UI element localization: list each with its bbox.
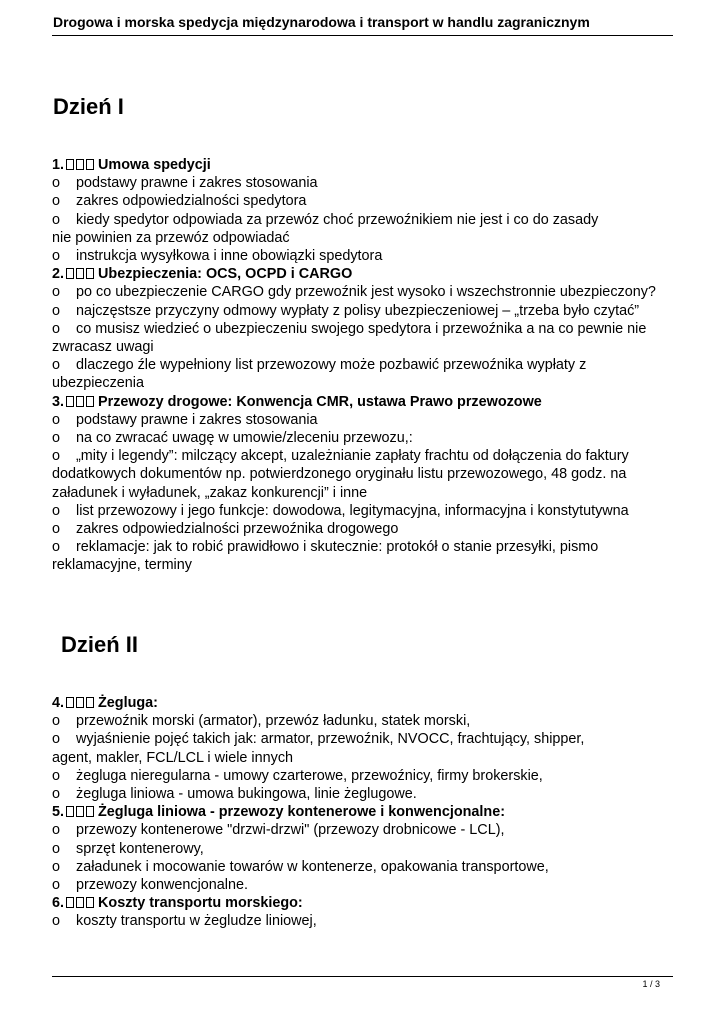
bullet-marker: o [52, 284, 61, 301]
list-item-text: „mity i legendy”: milczący akcept, uzależnianie zapłaty frachtu od dołączenia do faktury [76, 448, 629, 465]
missing-glyph-icon [76, 396, 84, 407]
missing-glyph-icon [86, 268, 94, 279]
section-number: 3. [52, 393, 65, 410]
list-item-text: zakres odpowiedzialności spedytora [76, 193, 307, 210]
missing-glyph-icon [66, 897, 74, 908]
missing-glyph-icon [66, 159, 74, 170]
section-heading [52, 265, 682, 283]
missing-glyph-icon [76, 897, 84, 908]
missing-glyph-icon [66, 806, 74, 817]
list-item [52, 912, 682, 930]
list-item [52, 502, 682, 520]
list-item-text: instrukcja wysyłkowa i inne obowiązki spedytora [76, 248, 383, 265]
bullet-marker: o [52, 430, 61, 447]
section-title: Żegluga: [98, 695, 158, 711]
list-item [52, 192, 682, 210]
section-title: Umowa spedycji [98, 157, 211, 173]
list-item-text: wyjaśnienie pojęć takich jak: armator, przewoźnik, NVOCC, frachtujący, shipper, [76, 731, 585, 748]
list-item [52, 538, 682, 556]
list-item-text: podstawy prawne i zakres stosowania [76, 411, 318, 428]
list-item-continuation: reklamacyjne, terminy [52, 557, 192, 574]
bullet-marker: o [52, 767, 61, 784]
bullet-marker: o [52, 539, 61, 556]
list-item [52, 411, 682, 429]
bullet-marker: o [52, 502, 61, 519]
list-item-text: żegluga liniowa - umowa bukingowa, linie żeglugowe. [76, 786, 417, 803]
list-item-continuation: ubezpieczenia [52, 375, 145, 392]
section-title: Koszty transportu morskiego: [98, 895, 303, 912]
list-item-text: po co ubezpieczenie CARGO gdy przewoźnik jest wysoko i wszechstronnie ubezpieczony? [76, 284, 656, 301]
section-title: Ubezpieczenia: OCS, OCPD i CARGO [98, 266, 353, 283]
bullet-marker: o [52, 175, 61, 192]
list-item [52, 320, 682, 338]
section-number: 1. [52, 157, 65, 173]
bullet-marker: o [52, 840, 61, 857]
missing-glyph-icon [86, 159, 94, 170]
bullet-marker: o [52, 858, 61, 875]
list-item [52, 840, 682, 858]
bullet-marker: o [52, 302, 61, 319]
list-item [52, 520, 682, 538]
list-item-text: sprzęt kontenerowy, [76, 840, 204, 857]
bullet-marker: o [52, 822, 61, 839]
section-number: 6. [52, 895, 65, 912]
bullet-marker: o [52, 913, 61, 930]
page-number: 1 / 3 [642, 979, 660, 989]
list-item [52, 247, 682, 265]
document-header-title: Drogowa i morska spedycja międzynarodowa i transport w handlu zagranicznym [53, 14, 590, 30]
list-item [52, 283, 682, 301]
section-marker [64, 394, 94, 410]
missing-glyph-icon [76, 268, 84, 279]
list-item [52, 712, 682, 730]
list-item-text: zakres odpowiedzialności przewoźnika drogowego [76, 521, 399, 538]
list-item [52, 858, 682, 876]
list-item [52, 767, 682, 785]
section-heading [52, 803, 682, 821]
bullet-marker: o [52, 211, 61, 228]
list-item [52, 302, 682, 320]
bullet-marker: o [52, 248, 61, 265]
missing-glyph-icon [86, 897, 94, 908]
list-item-text: dlaczego źle wypełniony list przewozowy może pozbawić przewoźnika wypłaty z [76, 357, 587, 374]
list-item-text: list przewozowy i jego funkcje: dowodowa, legitymacyjna, informacyjna i konstytutywna [76, 502, 629, 519]
list-item-text: przewoźnik morski (armator), przewóz ładunku, statek morski, [76, 713, 471, 730]
section-title: Przewozy drogowe: Konwencja CMR, ustawa Prawo przewozowe [98, 393, 542, 410]
list-item [52, 356, 682, 374]
list-item-text: koszty transportu w żegludze liniowej, [76, 913, 317, 930]
day-1-content [52, 156, 682, 575]
list-item-text: kiedy spedytor odpowiada za przewóz choć przewoźnikiem nie jest i co do zasady [76, 211, 599, 228]
list-item [52, 174, 682, 192]
missing-glyph-icon [66, 268, 74, 279]
section-heading [52, 894, 682, 912]
day-2-heading: Dzień II [61, 632, 139, 657]
missing-glyph-icon [76, 159, 84, 170]
list-item [52, 730, 682, 748]
list-item [52, 447, 682, 465]
missing-glyph-icon [66, 396, 74, 407]
section-marker [64, 695, 94, 711]
bullet-marker: o [52, 193, 61, 210]
section-heading [52, 156, 682, 174]
bullet-marker: o [52, 448, 61, 465]
day-2-content [52, 694, 682, 931]
list-item-text: załadunek i mocowanie towarów w kontenerze, opakowania transportowe, [76, 858, 549, 875]
missing-glyph-icon [66, 697, 74, 708]
section-number: 5. [52, 804, 65, 821]
section-number: 4. [52, 695, 65, 711]
list-item-continuation: dodatkowych dokumentów np. potwierdzonego oryginału listu przewozowego, 48 godz. na [52, 466, 627, 483]
bullet-marker: o [52, 786, 61, 803]
missing-glyph-icon [86, 806, 94, 817]
bullet-marker: o [52, 411, 61, 428]
list-item-continuation: nie powinien za przewóz odpowiadać [52, 229, 290, 246]
bullet-marker: o [52, 357, 61, 374]
list-item-text: podstawy prawne i zakres stosowania [76, 175, 318, 192]
bullet-marker: o [52, 731, 61, 748]
bullet-marker: o [52, 521, 61, 538]
section-number: 2. [52, 266, 65, 283]
day-1-heading: Dzień I [53, 94, 124, 119]
section-title: Żegluga liniowa - przewozy kontenerowe i konwencjonalne: [98, 804, 506, 821]
list-item-continuation: agent, makler, FCL/LCL i wiele innych [52, 749, 294, 766]
list-item [52, 876, 682, 894]
missing-glyph-icon [76, 806, 84, 817]
list-item-continuation: załadunek i wyładunek, „zakaz konkurencji” i inne [52, 484, 368, 501]
bullet-marker: o [52, 320, 61, 337]
missing-glyph-icon [86, 697, 94, 708]
list-item [52, 429, 682, 447]
list-item [52, 785, 682, 803]
list-item-text: najczęstsze przyczyny odmowy wypłaty z polisy ubezpieczeniowej – „trzeba było czytać” [76, 302, 640, 319]
section-heading [52, 694, 682, 712]
list-item [52, 821, 682, 839]
section-heading [52, 393, 682, 411]
header-divider [52, 35, 673, 36]
bullet-marker: o [52, 713, 61, 730]
list-item-text: reklamacje: jak to robić prawidłowo i skutecznie: protokół o stanie przesyłki, pismo [76, 539, 599, 556]
missing-glyph-icon [86, 396, 94, 407]
list-item-text: przewozy kontenerowe "drzwi-drzwi" (przewozy drobnicowe - LCL), [76, 822, 505, 839]
list-item-text: żegluga nieregularna - umowy czarterowe, przewoźnicy, firmy brokerskie, [76, 767, 543, 784]
missing-glyph-icon [76, 697, 84, 708]
section-marker [64, 266, 94, 282]
list-item [52, 211, 682, 229]
bullet-marker: o [52, 877, 61, 894]
footer-divider [52, 976, 673, 977]
list-item-continuation: zwracasz uwagi [52, 339, 154, 356]
list-item-text: na co zwracać uwagę w umowie/zleceniu przewozu,: [76, 430, 413, 447]
list-item-text: przewozy konwencjonalne. [76, 877, 248, 894]
section-marker [64, 804, 94, 820]
section-marker [64, 157, 94, 173]
section-marker [64, 895, 94, 911]
list-item-text: co musisz wiedzieć o ubezpieczeniu swojego spedytora i przewoźnika a na co pewnie nie [76, 320, 647, 337]
